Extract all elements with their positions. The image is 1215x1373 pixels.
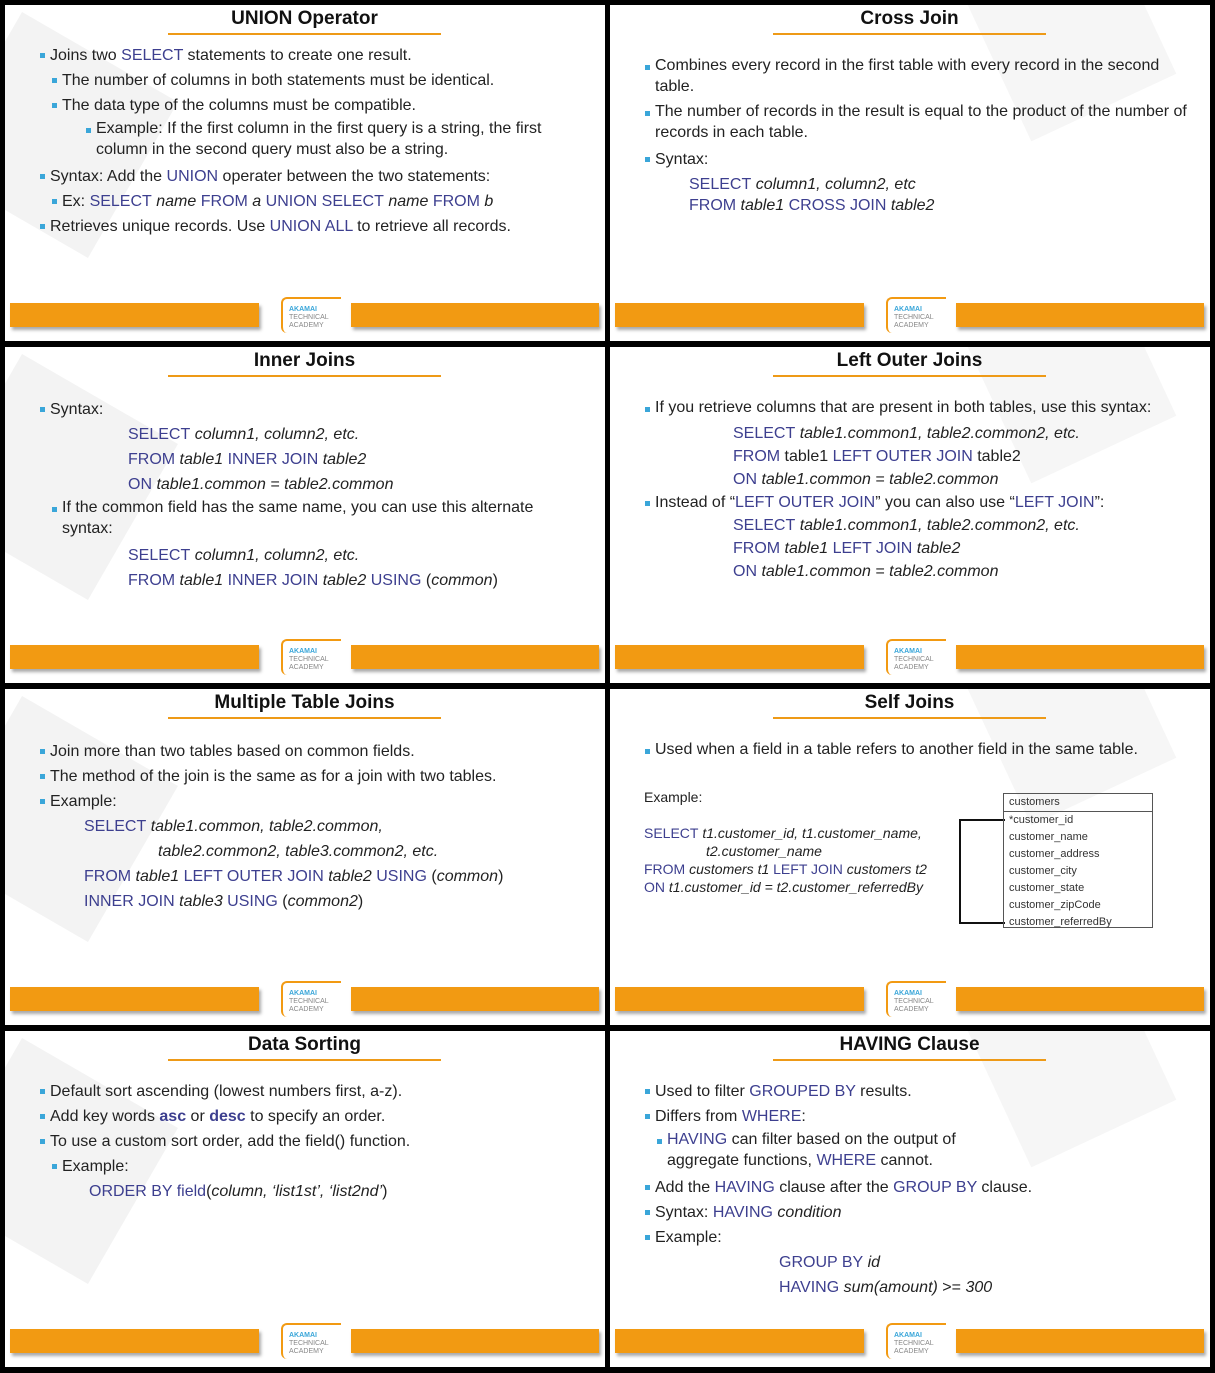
bullet: Add the HAVING clause after the GROUP BY clause. — [643, 1175, 1190, 1200]
table-header: customers — [1004, 794, 1152, 812]
slide-footer — [5, 981, 605, 1025]
akamai-logo: AKAMAI TECHNICAL ACADEMY — [281, 1323, 341, 1359]
code-line: FROM table1 LEFT OUTER JOIN table2 — [733, 448, 1021, 465]
code-line: SELECT column1, column2, etc. — [128, 547, 360, 564]
table-field: customer_referredBy — [1009, 916, 1112, 928]
code-line: SELECT table1.common1, table2.common2, etc. — [733, 425, 1080, 442]
footer-bar-left — [615, 645, 864, 669]
table-field: customer_city — [1009, 865, 1077, 877]
slide-body — [38, 1079, 585, 1204]
bullet: Example: If the first column in the first query is a string, the first column in the second query must also be a string. — [84, 118, 585, 160]
code-line: SELECT table1.common1, table2.common2, etc. — [733, 517, 1080, 534]
footer-bar-left — [10, 1329, 259, 1353]
bullet: Syntax: — [643, 147, 1190, 172]
slide-inner-joins — [5, 347, 605, 683]
footer-bar-left — [615, 1329, 864, 1353]
bullet: If you retrieve columns that are present in both tables, use this syntax: — [643, 397, 1190, 418]
bullet: Retrieves unique records. Use UNION ALL to retrieve all records. — [38, 214, 585, 239]
slide-footer — [5, 297, 605, 341]
code-line: ON t1.customer_id = t2.customer_referredBy — [644, 879, 923, 895]
code-line: INNER JOIN table3 USING (common2) — [84, 893, 364, 910]
slide-footer — [5, 639, 605, 683]
code-line: FROM table1 LEFT OUTER JOIN table2 USING (common) — [84, 868, 504, 885]
akamai-logo: AKAMAI TECHNICAL ACADEMY — [281, 297, 341, 333]
footer-bar-left — [10, 645, 259, 669]
code-line: GROUP BY id — [779, 1254, 881, 1271]
footer-bar-right — [351, 1329, 599, 1353]
slide-multiple-table-joins — [5, 689, 605, 1025]
footer-bar-right — [956, 987, 1204, 1011]
bullet: Syntax: HAVING condition — [643, 1200, 1190, 1225]
slide-title: Left Outer Joins — [773, 349, 1046, 377]
code-line: table2.common2, table3.common2, etc. — [158, 843, 439, 860]
akamai-logo: AKAMAI TECHNICAL ACADEMY — [886, 1323, 946, 1359]
footer-bar-right — [956, 303, 1204, 327]
bullet: Instead of “LEFT OUTER JOIN” you can also use “LEFT JOIN”: — [643, 491, 1190, 514]
code-line: SELECT t1.customer_id, t1.customer_name, — [644, 825, 922, 841]
slide-cross-join — [610, 5, 1210, 341]
code-line: ORDER BY field(column, ‘list1st’, ‘list2nd’) — [89, 1183, 388, 1200]
slide-body — [643, 739, 1190, 764]
slide-body — [38, 739, 585, 914]
slide-footer — [5, 1323, 605, 1367]
bullet: Syntax: — [38, 397, 585, 422]
bullet: Used to filter GROUPED BY results. — [643, 1079, 1190, 1104]
slide-footer — [610, 297, 1210, 341]
footer-bar-right — [351, 987, 599, 1011]
code-line: FROM table1 CROSS JOIN table2 — [689, 197, 935, 214]
code-line: FROM customers t1 LEFT JOIN customers t2 — [644, 861, 927, 877]
slide-title: HAVING Clause — [773, 1033, 1046, 1061]
code-line: ON table1.common = table2.common — [733, 563, 999, 580]
code-line: HAVING sum(amount) >= 300 — [779, 1279, 993, 1296]
table-field: customer_name — [1009, 831, 1088, 843]
customers-table — [1003, 793, 1153, 928]
footer-bar-left — [10, 303, 259, 327]
akamai-logo: AKAMAI TECHNICAL ACADEMY — [886, 981, 946, 1017]
bullet: Ex: SELECT name FROM a UNION SELECT name FROM b — [50, 189, 585, 214]
footer-bar-right — [351, 645, 599, 669]
slide-body — [38, 43, 585, 239]
bullet: The number of columns in both statements must be identical. — [50, 68, 585, 93]
slide-having-clause — [610, 1031, 1210, 1367]
footer-bar-right — [956, 1329, 1204, 1353]
footer-bar-right — [351, 303, 599, 327]
slide-title: Multiple Table Joins — [168, 691, 441, 719]
akamai-logo: AKAMAI TECHNICAL ACADEMY — [281, 981, 341, 1017]
bullet: To use a custom sort order, add the field() function. — [38, 1129, 585, 1154]
bullet: Join more than two tables based on common fields. — [38, 739, 585, 764]
bullet: HAVING can filter based on the output of aggregate functions, WHERE cannot. — [655, 1129, 1190, 1171]
akamai-logo: AKAMAI TECHNICAL ACADEMY — [886, 297, 946, 333]
bullet: Used when a field in a table refers to another field in the same table. — [643, 739, 1190, 760]
code-line: SELECT table1.common, table2.common, — [84, 818, 383, 835]
bullet: If the common field has the same name, you can use this alternate syntax: — [50, 497, 585, 539]
akamai-logo: AKAMAI TECHNICAL ACADEMY — [886, 639, 946, 675]
slide-body — [643, 397, 1190, 583]
footer-bar-left — [10, 987, 259, 1011]
slide-title: Cross Join — [773, 7, 1046, 35]
code-line: t2.customer_name — [706, 843, 822, 859]
slide-title: Self Joins — [773, 691, 1046, 719]
bullet: Example: — [38, 789, 585, 814]
slide-data-sorting — [5, 1031, 605, 1367]
bullet: Default sort ascending (lowest numbers first, a-z). — [38, 1079, 585, 1104]
slide-title: Inner Joins — [168, 349, 441, 377]
footer-bar-right — [956, 645, 1204, 669]
code-line: SELECT column1, column2, etc — [689, 176, 916, 193]
slide-footer — [610, 981, 1210, 1025]
code-line: ON table1.common = table2.common — [733, 471, 999, 488]
slide-title: UNION Operator — [168, 7, 441, 35]
bullet: The number of records in the result is equal to the product of the number of records in each table. — [643, 101, 1190, 143]
bullet: Example: — [643, 1225, 1190, 1250]
footer-bar-left — [615, 303, 864, 327]
self-join-code — [644, 824, 927, 896]
self-reference-connector — [959, 819, 1005, 924]
table-field: customer_zipCode — [1009, 899, 1101, 911]
code-line: FROM table1 LEFT JOIN table2 — [733, 540, 961, 557]
bullet: Differs from WHERE: — [643, 1104, 1190, 1129]
akamai-logo: AKAMAI TECHNICAL ACADEMY — [281, 639, 341, 675]
slide-union-operator — [5, 5, 605, 341]
slide-self-joins — [610, 689, 1210, 1025]
bullet: Joins two SELECT statements to create one result. — [38, 43, 585, 68]
bullet: The method of the join is the same as for a join with two tables. — [38, 764, 585, 789]
slide-title: Data Sorting — [168, 1033, 441, 1061]
table-field: customer_state — [1009, 882, 1085, 894]
slide-body — [643, 55, 1190, 215]
code-line: FROM table1 INNER JOIN table2 — [128, 451, 367, 468]
table-field: *customer_id — [1009, 814, 1074, 826]
example-label: Example: — [644, 789, 703, 805]
bullet: Example: — [50, 1154, 585, 1179]
code-line: SELECT column1, column2, etc. — [128, 426, 360, 443]
bullet: Add key words asc or desc to specify an order. — [38, 1104, 585, 1129]
slide-left-outer-joins — [610, 347, 1210, 683]
footer-bar-left — [615, 987, 864, 1011]
bullet: The data type of the columns must be compatible. — [50, 93, 585, 118]
bullet: Combines every record in the first table with every record in the second table. — [643, 55, 1190, 97]
bullet: Syntax: Add the UNION operater between the two statements: — [38, 164, 585, 189]
code-line: ON table1.common = table2.common — [128, 476, 394, 493]
table-field: customer_address — [1009, 848, 1100, 860]
slide-footer — [610, 1323, 1210, 1367]
slide-body — [643, 1079, 1190, 1300]
code-line: FROM table1 INNER JOIN table2 USING (common) — [128, 572, 498, 589]
slide-footer — [610, 639, 1210, 683]
slide-body — [38, 397, 585, 593]
